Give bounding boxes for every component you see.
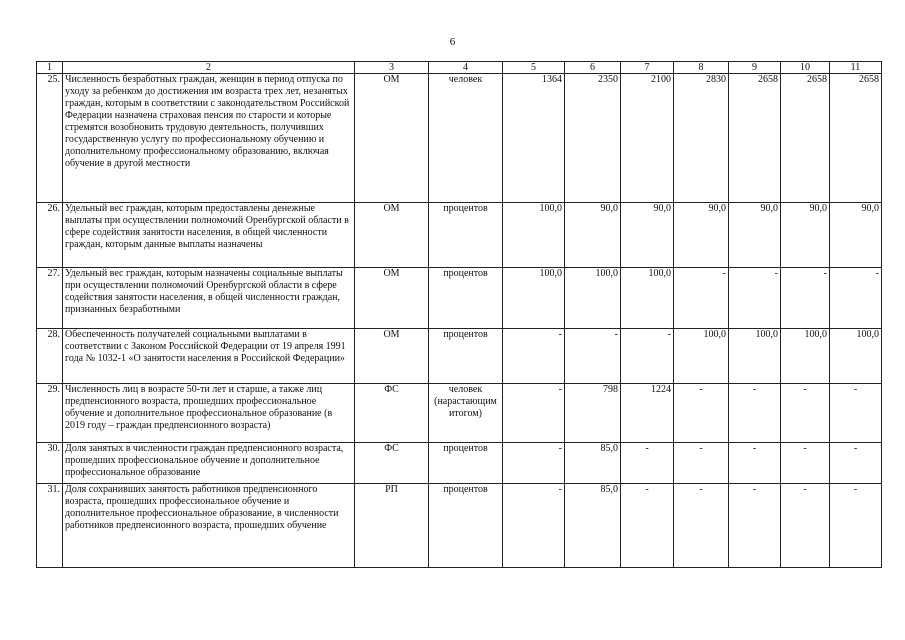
value-cell: - xyxy=(565,329,621,384)
table-row xyxy=(37,329,882,384)
indicator-name: Численность безработных граждан, женщин в период отпуска по уходу за ребенком до достижения им возраста трех лет, незанятых граждан, которым в соответствии с законодательством Российской Федерации назначена страховая пенсия по старости и которые стремятся возобновить трудовую деятельность, получивших государственную услугу по профессиональному обучению и дополнительному профессиональному образованию, включая обучение в другой местности xyxy=(63,74,355,203)
value-cell: - xyxy=(781,443,830,484)
value-cell: 2350 xyxy=(565,74,621,203)
unit-of-measure: процентов xyxy=(429,484,503,568)
row-number: 27. xyxy=(37,268,63,329)
page-number: 6 xyxy=(449,36,456,48)
unit-of-measure: процентов xyxy=(429,268,503,329)
table-row xyxy=(37,203,882,268)
indicator-name: Численность лиц в возрасте 50-ти лет и старше, а также лиц предпенсионного возраста, прошедших профессиональное обучение и дополнительное профессиональное образование (в 2019 году – граждан предпенсионного возраста) xyxy=(63,384,355,443)
value-cell: 1364 xyxy=(503,74,565,203)
table-row xyxy=(37,484,882,568)
value-cell: 90,0 xyxy=(674,203,729,268)
column-header: 8 xyxy=(674,62,729,74)
column-header: 3 xyxy=(355,62,429,74)
value-cell: - xyxy=(729,384,781,443)
row-number: 30. xyxy=(37,443,63,484)
column-header: 4 xyxy=(429,62,503,74)
value-cell: 90,0 xyxy=(830,203,882,268)
value-cell: 100,0 xyxy=(781,329,830,384)
value-cell: - xyxy=(830,484,882,568)
column-header: 5 xyxy=(503,62,565,74)
value-cell: - xyxy=(781,384,830,443)
value-cell: 1224 xyxy=(621,384,674,443)
value-cell: 2658 xyxy=(781,74,830,203)
unit-of-measure: человек (нарастающим итогом) xyxy=(429,384,503,443)
indicator-name: Обеспеченность получателей социальными выплатами в соответствии с Законом Российской Федерации от 19 апреля 1991 года № 1032-1 «О занятости населения в Российской Федерации» xyxy=(63,329,355,384)
value-cell: 798 xyxy=(565,384,621,443)
row-number: 26. xyxy=(37,203,63,268)
value-cell: - xyxy=(729,268,781,329)
column-header: 6 xyxy=(565,62,621,74)
indicator-level: ФС xyxy=(355,384,429,443)
value-cell: 2100 xyxy=(621,74,674,203)
indicator-name: Удельный вес граждан, которым предоставлены денежные выплаты при осуществлении полномочий Оренбургской области в сфере содействия занятости населения, в общей численности граждан, которым данные выплаты назначены xyxy=(63,203,355,268)
value-cell: - xyxy=(674,268,729,329)
value-cell: - xyxy=(674,443,729,484)
row-number: 31. xyxy=(37,484,63,568)
indicator-level: ОМ xyxy=(355,268,429,329)
row-number: 29. xyxy=(37,384,63,443)
value-cell: - xyxy=(781,484,830,568)
value-cell: 100,0 xyxy=(503,203,565,268)
value-cell: 100,0 xyxy=(565,268,621,329)
value-cell: 2658 xyxy=(830,74,882,203)
value-cell: 100,0 xyxy=(729,329,781,384)
column-header: 7 xyxy=(621,62,674,74)
unit-of-measure: процентов xyxy=(429,329,503,384)
unit-of-measure: человек xyxy=(429,74,503,203)
value-cell: - xyxy=(674,484,729,568)
indicator-name: Доля занятых в численности граждан предпенсионного возраста, прошедших профессиональное обучение и дополнительное профессиональное образование xyxy=(63,443,355,484)
value-cell: - xyxy=(729,484,781,568)
value-cell: - xyxy=(830,443,882,484)
table-header xyxy=(37,62,882,74)
column-header: 1 xyxy=(37,62,63,74)
value-cell: - xyxy=(621,329,674,384)
column-numbers-row xyxy=(37,62,882,74)
value-cell: 90,0 xyxy=(781,203,830,268)
indicators-table xyxy=(36,61,882,568)
indicator-level: ОМ xyxy=(355,203,429,268)
column-header: 10 xyxy=(781,62,830,74)
table-row xyxy=(37,74,882,203)
row-number: 28. xyxy=(37,329,63,384)
value-cell: - xyxy=(621,484,674,568)
column-header: 11 xyxy=(830,62,882,74)
column-header: 2 xyxy=(63,62,355,74)
value-cell: - xyxy=(503,443,565,484)
value-cell: - xyxy=(674,384,729,443)
value-cell: - xyxy=(830,384,882,443)
table-row xyxy=(37,268,882,329)
indicator-name: Удельный вес граждан, которым назначены социальные выплаты при осуществлении полномочий Оренбургской области в сфере содействия занятости населения, в общей численности граждан, признанных безработными xyxy=(63,268,355,329)
value-cell: 90,0 xyxy=(729,203,781,268)
row-number: 25. xyxy=(37,74,63,203)
value-cell: 100,0 xyxy=(830,329,882,384)
value-cell: - xyxy=(503,484,565,568)
value-cell: - xyxy=(621,443,674,484)
value-cell: 100,0 xyxy=(621,268,674,329)
value-cell: 100,0 xyxy=(674,329,729,384)
value-cell: - xyxy=(503,384,565,443)
value-cell: 90,0 xyxy=(565,203,621,268)
indicator-level: ОМ xyxy=(355,74,429,203)
value-cell: 85,0 xyxy=(565,484,621,568)
value-cell: - xyxy=(503,329,565,384)
column-header: 9 xyxy=(729,62,781,74)
value-cell: 2830 xyxy=(674,74,729,203)
value-cell: - xyxy=(830,268,882,329)
value-cell: 90,0 xyxy=(621,203,674,268)
value-cell: - xyxy=(781,268,830,329)
unit-of-measure: процентов xyxy=(429,203,503,268)
value-cell: 85,0 xyxy=(565,443,621,484)
table-row xyxy=(37,443,882,484)
value-cell: - xyxy=(729,443,781,484)
value-cell: 100,0 xyxy=(503,268,565,329)
unit-of-measure: процентов xyxy=(429,443,503,484)
value-cell: 2658 xyxy=(729,74,781,203)
indicator-name: Доля сохранивших занятость работников предпенсионного возраста, прошедших профессиональное обучение и дополнительное профессиональное образование, в численности работников предпенсионного возраста, прошедших обучение xyxy=(63,484,355,568)
indicator-level: ОМ xyxy=(355,329,429,384)
indicator-level: РП xyxy=(355,484,429,568)
table-row xyxy=(37,384,882,443)
indicator-level: ФС xyxy=(355,443,429,484)
table-body xyxy=(37,74,882,568)
